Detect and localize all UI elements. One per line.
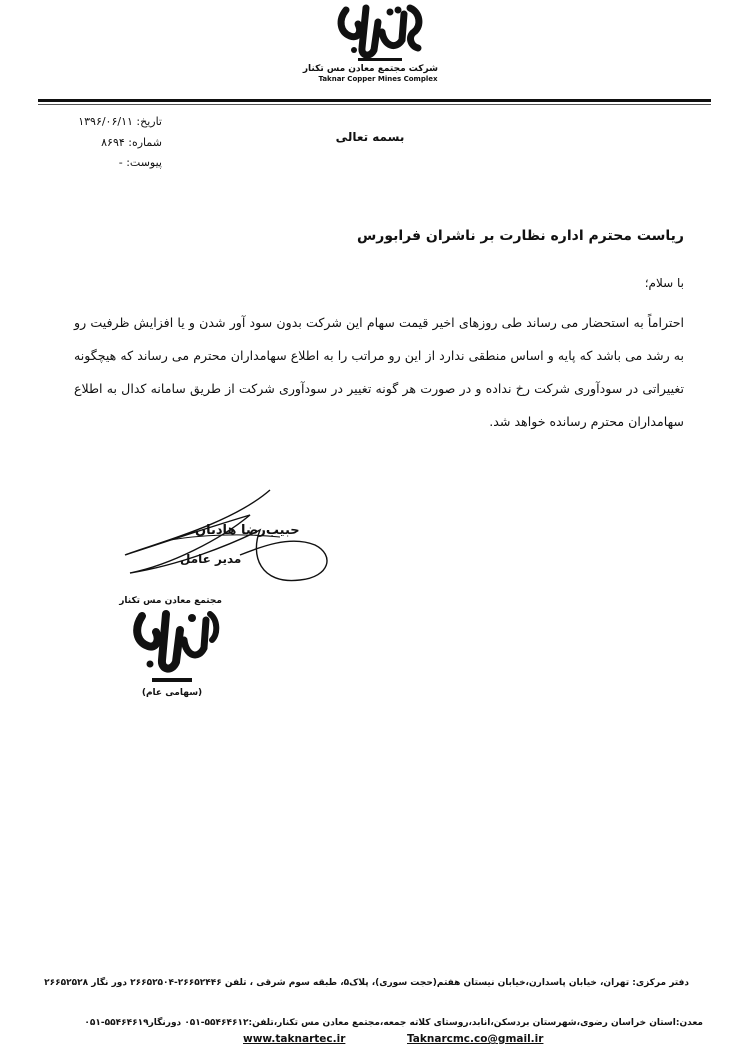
- letter-number: شماره: ۸۶۹۴: [101, 136, 162, 149]
- signatory-name: حبیب‌رضا هادیان: [195, 523, 300, 538]
- logo-mark-icon: [318, 2, 438, 64]
- logo-persian-text: شرکت مجتمع معادن مس تکنار: [302, 64, 438, 74]
- recipient-line: ریاست محترم اداره نظارت بر ناشران فرابورس: [356, 228, 684, 244]
- logo-english-text: Taknar Copper Mines Complex: [318, 75, 438, 83]
- email-link[interactable]: Taknarcmc.co@gmail.ir: [407, 1033, 544, 1045]
- company-logo: [302, 2, 438, 97]
- letter-body: احتراماً به استحضار می رساند طی روزهای اخیر قیمت سهام این شرکت بدون سود آور شدن و یا افزایش ظرفیت رو به رشد می باشد که پایه و اساس منطقی ندارد از این رو مراتب را به اطلاع سهامداران محترم می رساند که هیچگونه تغییراتی در سودآوری شرکت رخ نداده و در صورت هر گونه تغییر در سودآوری شرکت از طریق سامانه کدال به اطلاع سهامداران محترم رسانده خواهد شد.: [74, 315, 684, 429]
- handwritten-signature: [110, 485, 350, 595]
- website-link[interactable]: www.taknartec.ir: [243, 1033, 346, 1045]
- company-stamp: [119, 596, 222, 706]
- signatory-title: مدیر عامل: [180, 552, 242, 566]
- stamp-bottom-text: (سهامی عام): [141, 688, 203, 698]
- header-divider-thin: [38, 104, 711, 105]
- greeting: با سلام؛: [644, 276, 684, 290]
- stamp-top-text: مجتمع معادن مس تکنار: [119, 596, 222, 606]
- letter-date: تاریخ: ۱۳۹۶/۰۶/۱۱: [78, 115, 162, 128]
- footer-mine-address: معدن:استان خراسان رضوی،شهرستان بردسکن،انابد،روستای کلاته جمعه،مجتمع معادن مس تکنار،تلفن:۵۵۴۶۴۶۱۲-۰۵۱ دورنگار۵۵۴۶۴۶۱۹-۰۵۱: [84, 1018, 703, 1028]
- header-divider: [38, 99, 711, 102]
- invocation-heading: بسمه تعالی: [335, 130, 405, 144]
- letter-attachment: پیوست: -: [118, 156, 162, 169]
- footer-office-address: دفتر مرکزی: تهران، خیابان پاسدارن،خیابان نیستان هفتم(حجت سوری)، پلاک۵، طبقه سوم شرقی ، تلفن ۲۶۶۵۲۴۴۶-۲۶۶۵۲۵۰۴ دور نگار ۲۶۶۵۲۵۲۸: [44, 978, 689, 988]
- stamp-logo-icon: [122, 606, 222, 688]
